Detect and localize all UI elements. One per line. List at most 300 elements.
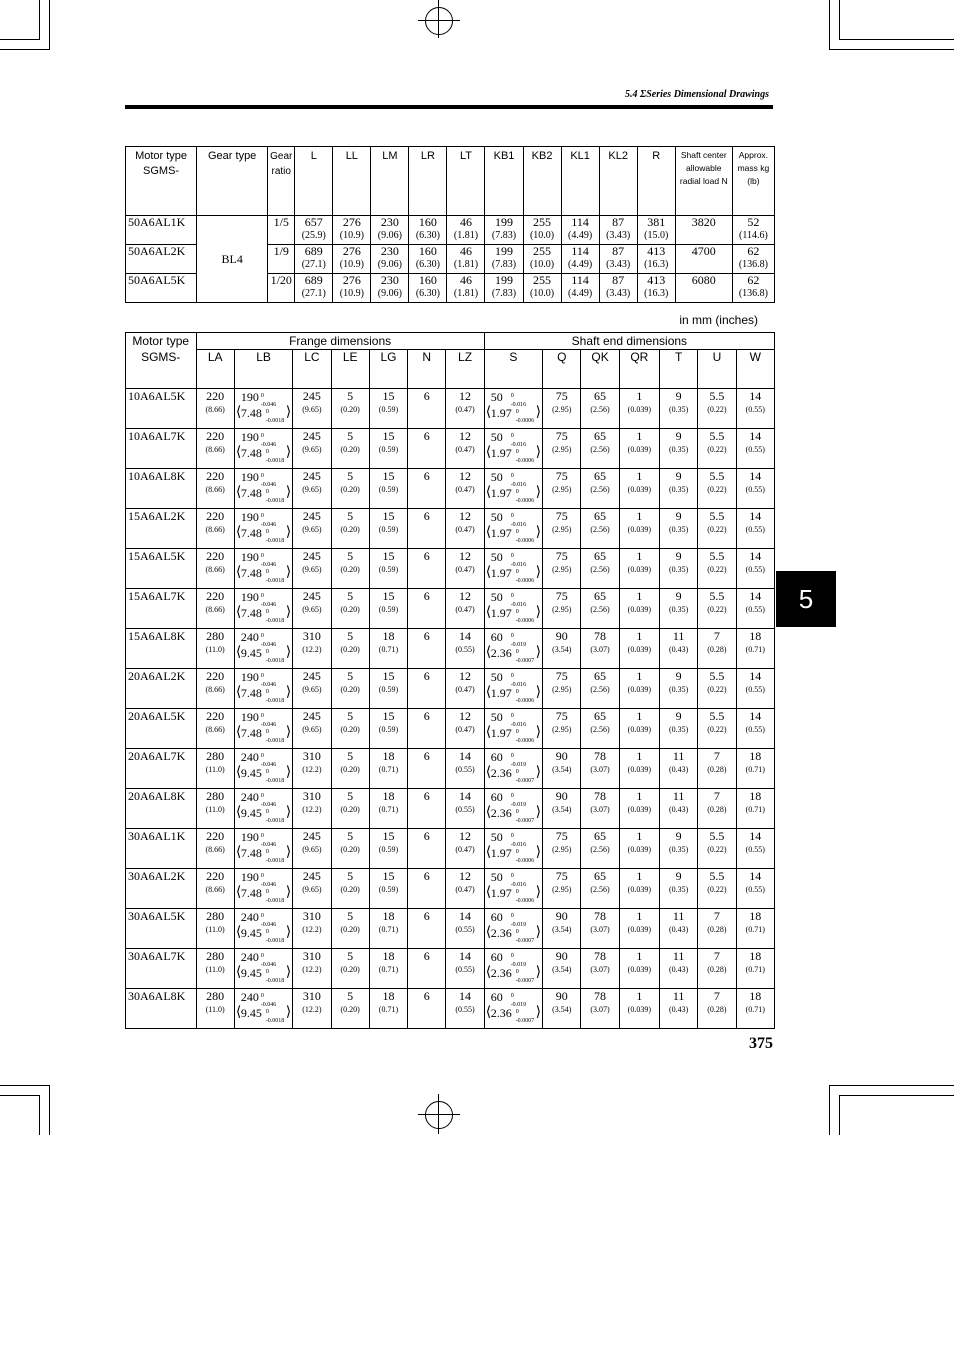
value-mm: 245 (302, 589, 321, 603)
value-inch: (0.22) (707, 725, 727, 734)
paren-left: ⟨ (485, 765, 492, 780)
value-inch: (2.95) (552, 685, 572, 694)
tolerance-part: -0.0006 (515, 538, 535, 544)
tolerance-part: -0.0018 (265, 1018, 285, 1024)
value-cell (293, 429, 331, 469)
crop-mark (839, 1095, 954, 1096)
paren-right: ⟩ (535, 925, 542, 940)
value-mm: 1 (636, 509, 643, 523)
value-mm: 14 (459, 789, 472, 803)
value-mm: 18 (749, 629, 762, 643)
value-cell (408, 509, 446, 549)
tolerance-part: 1.97 (490, 886, 512, 900)
value-cell (293, 869, 331, 909)
column-header: LB (234, 350, 292, 389)
value-inch: (8.66) (205, 605, 225, 614)
value-cell (369, 949, 407, 989)
value-cell (484, 949, 542, 989)
tolerance-part: 7.48 (240, 486, 262, 500)
value-inch: (0.039) (627, 965, 651, 974)
value-cell (408, 589, 446, 629)
value-cell (561, 245, 599, 274)
column-header: KL1 (561, 147, 599, 216)
crop-mark (829, 49, 954, 50)
value-cell (331, 429, 369, 469)
value-cell (736, 469, 774, 509)
value-inch: (0.28) (707, 645, 727, 654)
value-mm: 114 (571, 215, 589, 229)
value-inch: (0.039) (627, 565, 651, 574)
value-inch: (0.22) (707, 565, 727, 574)
value-inch: (0.71) (378, 1005, 399, 1014)
tolerance-part: -0.016 (510, 482, 527, 488)
value-cell (196, 669, 234, 709)
tolerance-value (485, 430, 542, 466)
value-inch: (6.30) (415, 288, 440, 299)
tolerance-part: 50 (490, 670, 503, 684)
value-inch: (0.20) (340, 525, 360, 534)
value-mm: 78 (594, 749, 607, 763)
tolerance-part: 0 (515, 769, 519, 775)
tolerance-part: 0 (265, 409, 269, 415)
tolerance-part: -0.0018 (265, 978, 285, 984)
tolerance-value (235, 510, 292, 546)
value-mm: 689 (304, 273, 323, 287)
value-mm: 160 (418, 244, 437, 258)
value-mm: 90 (555, 789, 568, 803)
value-inch: (0.22) (707, 605, 727, 614)
tolerance-part: 0 (510, 833, 514, 839)
value-inch: (0.71) (745, 925, 765, 934)
value-inch: (9.65) (302, 725, 322, 734)
value-cell (736, 949, 774, 989)
tolerance-part: 240 (240, 990, 259, 1004)
tolerance-value (235, 590, 292, 626)
value-inch: (0.20) (340, 765, 360, 774)
value-mm: 1 (636, 869, 643, 883)
paren-left: ⟨ (485, 565, 492, 580)
tolerance-value (485, 750, 542, 786)
tolerance-part: 0 (265, 849, 269, 855)
tolerance-part: -0.0006 (515, 418, 535, 424)
tolerance-part: 0 (260, 393, 264, 399)
value-cell (234, 469, 292, 509)
value-inch: (10.9) (339, 230, 364, 241)
paren-right: ⟩ (535, 845, 542, 860)
value-inch: (11.0) (205, 1005, 225, 1014)
column-header: KB2 (523, 147, 561, 216)
value-inch: (3.07) (590, 1005, 610, 1014)
value-inch: (12.2) (302, 925, 322, 934)
value-cell (446, 709, 484, 749)
value-mm: 18 (749, 749, 762, 763)
value-inch: (9.06) (377, 230, 402, 241)
tolerance-part: -0.0006 (515, 618, 535, 624)
value-cell (581, 549, 619, 589)
paren-left: ⟨ (235, 765, 242, 780)
value-mm: 75 (555, 389, 568, 403)
tolerance-value (485, 870, 542, 906)
value-mm: 5 (347, 749, 354, 763)
value-cell (698, 909, 736, 949)
value-cell (619, 469, 659, 509)
value-cell (196, 869, 234, 909)
paren-left: ⟨ (485, 685, 492, 700)
motor-type-cell: 30A6AL2K (126, 869, 197, 909)
value-mm: 11 (672, 909, 685, 923)
tolerance-part: 0 (515, 729, 519, 735)
value-inch: (0.20) (340, 805, 360, 814)
value-cell (446, 669, 484, 709)
value-inch: (2.95) (552, 405, 572, 414)
value-cell (659, 869, 697, 909)
value-inch: (0.039) (627, 885, 651, 894)
value-inch: (2.56) (590, 405, 610, 414)
value-mm: 6 (423, 869, 430, 883)
value-mm: 7 (713, 909, 720, 923)
value-mm: 255 (533, 215, 552, 229)
value-mm: 413 (647, 273, 666, 287)
value-cell (581, 789, 619, 829)
value-mm: 62 (747, 244, 760, 258)
paren-left: ⟨ (235, 405, 242, 420)
value-cell (485, 274, 523, 303)
value-cell (295, 274, 333, 303)
column-header: LT (447, 147, 485, 216)
value-cell (234, 749, 292, 789)
value-inch: (114.6) (739, 230, 768, 241)
value-cell (331, 989, 369, 1029)
value-inch: (12.2) (302, 965, 322, 974)
value-mm: 18 (382, 909, 395, 923)
value-inch: (0.55) (745, 885, 765, 894)
value-inch: (0.28) (707, 805, 727, 814)
tolerance-value (235, 990, 292, 1026)
value-cell (561, 274, 599, 303)
value-cell (408, 709, 446, 749)
value-mm: 689 (304, 244, 323, 258)
value-mm: 280 (206, 749, 225, 763)
value-cell (331, 509, 369, 549)
value-mm: 5.5 (709, 829, 725, 843)
value-cell (234, 509, 292, 549)
value-mm: 5 (347, 909, 354, 923)
value-mm: 15 (382, 469, 395, 483)
tolerance-part: 0 (510, 673, 514, 679)
value-cell (331, 589, 369, 629)
value-cell (581, 709, 619, 749)
tolerance-value (485, 510, 542, 546)
tolerance-part: 0 (515, 649, 519, 655)
value-mm: 18 (382, 989, 395, 1003)
tolerance-value (485, 790, 542, 826)
value-mm: 14 (749, 469, 762, 483)
tolerance-part: 0 (510, 713, 514, 719)
value-cell (446, 469, 484, 509)
value-cell (675, 274, 732, 303)
value-cell (543, 789, 581, 829)
value-mm: 220 (206, 589, 225, 603)
value-mm: 310 (302, 989, 321, 1003)
value-mm: 245 (302, 709, 321, 723)
motor-type-cell: 10A6AL7K (126, 429, 197, 469)
value-cell (485, 245, 523, 274)
value-inch: (0.35) (668, 565, 689, 574)
paren-right: ⟩ (285, 965, 292, 980)
value-mm: 15 (382, 869, 395, 883)
value-cell (446, 909, 484, 949)
value-inch: (3.54) (552, 645, 572, 654)
value-inch: (0.55) (745, 485, 765, 494)
value-cell (619, 949, 659, 989)
value-cell (293, 749, 331, 789)
paren-right: ⟩ (285, 645, 292, 660)
value-inch: (0.59) (378, 605, 399, 614)
value-inch: (0.20) (340, 1005, 360, 1014)
value-mm: 4700 (691, 244, 716, 258)
value-cell (369, 669, 407, 709)
value-cell (581, 669, 619, 709)
value-inch: (0.55) (455, 765, 475, 774)
value-inch: (0.20) (340, 645, 360, 654)
value-cell (446, 749, 484, 789)
value-inch: (11.0) (205, 965, 225, 974)
value-mm: 75 (555, 589, 568, 603)
value-inch: (12.2) (302, 645, 322, 654)
tolerance-part: -0.016 (510, 722, 527, 728)
value-inch: (0.35) (668, 885, 689, 894)
value-mm: 9 (675, 469, 682, 483)
value-inch: (4.49) (568, 259, 593, 270)
value-mm: 5.5 (709, 549, 725, 563)
paren-right: ⟩ (285, 525, 292, 540)
value-cell (293, 629, 331, 669)
paren-left: ⟨ (235, 965, 242, 980)
value-mm: 65 (594, 549, 607, 563)
paren-left: ⟨ (235, 845, 242, 860)
value-inch: (0.20) (340, 845, 360, 854)
tolerance-part: 0 (260, 793, 264, 799)
value-inch: (27.1) (301, 288, 326, 299)
value-inch: (9.06) (377, 259, 402, 270)
value-cell (543, 749, 581, 789)
paren-left: ⟨ (485, 1005, 492, 1020)
value-cell (543, 429, 581, 469)
value-cell (659, 629, 697, 669)
value-mm: 65 (594, 869, 607, 883)
value-mm: 75 (555, 469, 568, 483)
value-cell (581, 429, 619, 469)
value-mm: 310 (302, 789, 321, 803)
value-mm: 75 (555, 869, 568, 883)
paren-right: ⟩ (535, 685, 542, 700)
value-cell (293, 709, 331, 749)
paren-left: ⟨ (235, 445, 242, 460)
value-mm: 5 (347, 709, 354, 723)
paren-left: ⟨ (235, 485, 242, 500)
value-inch: (10.0) (529, 288, 555, 299)
tolerance-part: 1.97 (490, 526, 512, 540)
paren-left: ⟨ (235, 885, 242, 900)
value-mm: 12 (459, 709, 472, 723)
value-cell (446, 789, 484, 829)
value-mm: 90 (555, 949, 568, 963)
value-mm: 6 (423, 829, 430, 843)
value-mm: 7 (713, 789, 720, 803)
value-mm: 255 (533, 273, 552, 287)
value-inch: (0.35) (668, 405, 689, 414)
section-tab: 5 (776, 571, 836, 627)
value-cell (619, 989, 659, 1029)
value-mm: 5 (347, 789, 354, 803)
value-cell (659, 549, 697, 589)
tolerance-part: -0.019 (510, 922, 527, 928)
tolerance-part: -0.0006 (515, 458, 535, 464)
tolerance-part: -0.046 (260, 762, 277, 768)
units-note: in mm (inches) (679, 313, 758, 327)
motor-type-cell: 10A6AL8K (126, 469, 197, 509)
value-cell (408, 829, 446, 869)
value-cell (484, 669, 542, 709)
value-mm: 245 (302, 429, 321, 443)
value-mm: 220 (206, 869, 225, 883)
crop-mark (0, 49, 50, 50)
column-header: T (659, 350, 697, 389)
tolerance-part: 0 (265, 809, 269, 815)
value-cell (293, 669, 331, 709)
value-mm: 52 (747, 215, 760, 229)
tolerance-part: 0 (260, 873, 264, 879)
tolerance-part: 60 (490, 750, 503, 764)
tolerance-part: 240 (240, 910, 259, 924)
table-row (126, 669, 775, 709)
value-mm: 280 (206, 909, 225, 923)
value-cell (581, 829, 619, 869)
value-cell (619, 669, 659, 709)
tolerance-part: 50 (490, 430, 503, 444)
value-mm: 7 (713, 749, 720, 763)
value-inch: (0.35) (668, 845, 689, 854)
value-mm: 11 (672, 949, 685, 963)
value-mm: 1 (636, 749, 643, 763)
tolerance-part: 0 (515, 809, 519, 815)
tolerance-part: 240 (240, 750, 259, 764)
value-mm: 280 (206, 789, 225, 803)
tolerance-value (235, 870, 292, 906)
tolerance-part: 7.48 (240, 406, 262, 420)
value-inch: (25.9) (301, 230, 326, 241)
tolerance-part: 7.48 (240, 846, 262, 860)
tolerance-part: 60 (490, 790, 503, 804)
column-header: N (408, 350, 446, 389)
tolerance-part: -0.0007 (515, 938, 535, 944)
tolerance-part: 0 (510, 913, 514, 919)
registration-mark (425, 7, 453, 35)
value-mm: 14 (749, 669, 762, 683)
tolerance-part: 0 (515, 489, 519, 495)
value-cell (369, 549, 407, 589)
tolerance-part: 0 (510, 553, 514, 559)
value-inch: (2.56) (590, 445, 610, 454)
value-mm: 46 (459, 244, 472, 258)
column-header: KB1 (485, 147, 523, 216)
value-cell (293, 949, 331, 989)
paren-right: ⟩ (285, 805, 292, 820)
value-inch: (2.95) (552, 885, 572, 894)
tolerance-part: 1.97 (490, 406, 512, 420)
value-cell (333, 245, 371, 274)
tolerance-part: -0.016 (510, 402, 527, 408)
column-header: LM (371, 147, 409, 216)
value-mm: 90 (555, 749, 568, 763)
paren-right: ⟩ (285, 565, 292, 580)
tolerance-part: -0.046 (260, 402, 277, 408)
tolerance-part: 0 (265, 889, 269, 895)
column-header: LE (331, 350, 369, 389)
paren-right: ⟩ (535, 605, 542, 620)
value-mm: 14 (749, 389, 762, 403)
tolerance-part: 0 (265, 729, 269, 735)
value-mm: 9 (675, 709, 682, 723)
value-mm: 310 (302, 629, 321, 643)
tolerance-part: -0.046 (260, 522, 277, 528)
paren-left: ⟨ (485, 445, 492, 460)
column-header: LC (293, 350, 331, 389)
value-mm: 14 (749, 429, 762, 443)
value-cell (293, 469, 331, 509)
value-mm: 5 (347, 949, 354, 963)
value-cell (408, 749, 446, 789)
value-cell (234, 629, 292, 669)
value-mm: 9 (675, 389, 682, 403)
value-mm: 6 (423, 389, 430, 403)
value-cell (408, 429, 446, 469)
value-inch: (9.06) (377, 288, 402, 299)
value-mm: 5 (347, 469, 354, 483)
value-cell (619, 429, 659, 469)
value-cell (369, 629, 407, 669)
value-cell (543, 949, 581, 989)
value-cell (446, 989, 484, 1029)
value-cell (331, 749, 369, 789)
tolerance-part: -0.046 (260, 642, 277, 648)
tolerance-part: 0 (265, 769, 269, 775)
paren-right: ⟩ (285, 405, 292, 420)
value-inch: (9.65) (302, 885, 322, 894)
value-cell (369, 749, 407, 789)
tolerance-part: -0.046 (260, 842, 277, 848)
tolerance-part: 0 (515, 689, 519, 695)
value-inch: (3.07) (590, 925, 610, 934)
paren-right: ⟩ (535, 645, 542, 660)
tolerance-part: 60 (490, 950, 503, 964)
value-mm: 6 (423, 989, 430, 1003)
tolerance-part: 0 (265, 689, 269, 695)
tolerance-part: -0.0018 (265, 658, 285, 664)
value-cell (543, 709, 581, 749)
value-cell (619, 709, 659, 749)
tolerance-part: -0.0007 (515, 658, 535, 664)
value-cell (543, 589, 581, 629)
tolerance-part: 0 (265, 969, 269, 975)
value-inch: (12.2) (302, 765, 322, 774)
paren-left: ⟨ (235, 525, 242, 540)
tolerance-value (485, 830, 542, 866)
paren-right: ⟩ (285, 925, 292, 940)
value-inch: (0.55) (745, 445, 765, 454)
motor-type-cell: 15A6AL2K (126, 509, 197, 549)
value-cell (446, 549, 484, 589)
